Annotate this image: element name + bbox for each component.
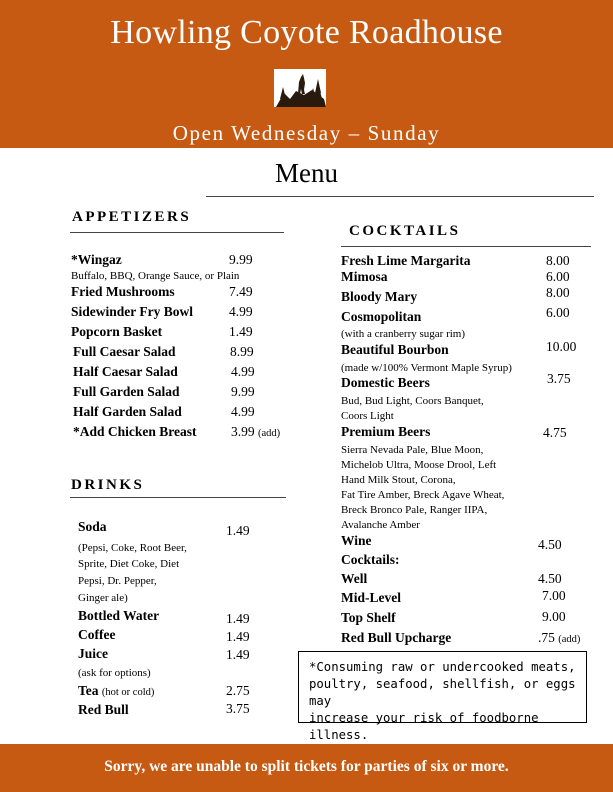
cocktail-item-name: Top Shelf — [341, 610, 396, 625]
appetizer-item-price: 4.99 — [231, 404, 255, 419]
price-value: .75 — [538, 630, 555, 645]
price-add-note: (add) — [258, 428, 281, 439]
cocktail-item-price — [538, 630, 580, 646]
appetizers-divider — [70, 232, 284, 233]
cocktail-item-name: Mimosa — [341, 269, 388, 284]
drinks-heading: DRINKS — [71, 477, 145, 493]
drink-item-note: Sprite, Diet Coke, Diet — [78, 558, 180, 570]
cocktail-item-name: Bloody Mary — [341, 289, 418, 304]
drink-item-name — [78, 683, 154, 699]
drink-item-note: (Pepsi, Coke, Root Beer, — [78, 542, 187, 554]
cocktail-item-note: (with a cranberry sugar rim) — [341, 328, 466, 340]
appetizer-item-price: 9.99 — [231, 384, 255, 399]
price-add-note: (add) — [558, 634, 581, 645]
split-ticket-notice: Sorry, we are unable to split tickets for parties of six or more. — [104, 758, 509, 775]
cocktail-item-price: 3.75 — [547, 371, 571, 386]
footer-banner — [0, 744, 613, 792]
cocktail-item-note: Hand Milk Stout, Corona, — [341, 474, 456, 486]
cocktail-subheading: Cocktails: — [341, 552, 400, 567]
cocktail-item-note: Fat Tire Amber, Breck Agave Wheat, — [341, 489, 505, 501]
cocktail-item-price: 4.50 — [538, 537, 562, 552]
appetizer-item-name: *Add Chicken Breast — [73, 424, 197, 439]
drink-item-note: Pepsi, Dr. Pepper, — [78, 575, 157, 587]
appetizer-item-name: Popcorn Basket — [71, 324, 163, 339]
appetizer-item-name: Full Caesar Salad — [73, 344, 176, 359]
appetizer-item-name: Sidewinder Fry Bowl — [71, 304, 194, 319]
cocktail-item-price: 6.00 — [546, 269, 570, 284]
cocktail-item-price: 7.00 — [542, 588, 566, 603]
drink-item-name: Red Bull — [78, 702, 129, 717]
drink-item-note: Ginger ale) — [78, 592, 128, 604]
cocktail-item-name: Cosmopolitan — [341, 309, 422, 324]
cocktail-item-price: 8.00 — [546, 253, 570, 268]
appetizer-item-price: 7.49 — [229, 284, 253, 299]
drink-item-price: 1.49 — [226, 647, 250, 662]
appetizer-item-price: 4.99 — [229, 304, 253, 319]
cocktail-item-note: Coors Light — [341, 410, 394, 422]
appetizer-item-price: 4.99 — [231, 364, 255, 379]
appetizer-item-name: Half Garden Salad — [73, 404, 182, 419]
header-banner — [0, 0, 613, 148]
cocktail-item-name: Beautiful Bourbon — [341, 342, 449, 357]
appetizer-item-name: Half Caesar Salad — [73, 364, 178, 379]
drink-item-name: Coffee — [78, 627, 116, 642]
cocktail-item-name: Domestic Beers — [341, 375, 430, 390]
cocktails-heading: COCKTAILS — [349, 223, 461, 239]
drink-item-price: 2.75 — [226, 683, 250, 698]
drink-name-text: Tea — [78, 683, 99, 698]
drink-item-price: 1.49 — [226, 629, 250, 644]
menu-title-divider — [206, 196, 594, 197]
restaurant-title: Howling Coyote Roadhouse — [110, 14, 503, 51]
cocktail-item-name: Mid-Level — [341, 590, 401, 605]
appetizer-item-name: *Wingaz — [71, 252, 122, 267]
cocktail-item-name: Premium Beers — [341, 424, 431, 439]
appetizer-item-price — [231, 424, 280, 440]
cocktail-item-note: Michelob Ultra, Moose Drool, Left — [341, 459, 497, 471]
appetizer-item-price: 8.99 — [230, 344, 254, 359]
cocktail-item-note: Breck Bronco Pale, Ranger IIPA, — [341, 504, 488, 516]
price-value: 3.99 — [231, 424, 255, 439]
appetizers-heading: APPETIZERS — [72, 209, 192, 225]
cocktail-item-note: Sierra Nevada Pale, Blue Moon, — [341, 444, 484, 456]
cocktail-item-price: 4.50 — [538, 571, 562, 586]
cocktail-item-price: 9.00 — [542, 609, 566, 624]
drink-item-price: 1.49 — [226, 611, 250, 626]
drink-item-name: Juice — [78, 646, 108, 661]
cocktail-item-name: Well — [341, 571, 368, 586]
cocktail-item-note: Bud, Bud Light, Coors Banquet, — [341, 395, 484, 407]
drinks-divider — [70, 497, 286, 498]
drink-item-name: Soda — [78, 519, 107, 534]
cocktails-divider — [341, 246, 591, 247]
drink-item-price: 3.75 — [226, 701, 250, 716]
appetizer-item-name: Fried Mushrooms — [71, 284, 175, 299]
cocktail-item-name: Fresh Lime Margarita — [341, 253, 471, 268]
cocktail-item-price: 8.00 — [546, 285, 570, 300]
appetizer-item-price: 1.49 — [229, 324, 253, 339]
menu-title: Menu — [275, 158, 338, 188]
drink-name-note: (hot or cold) — [101, 687, 155, 698]
howling-coyote-logo-icon — [274, 69, 326, 107]
appetizer-item-name: Full Garden Salad — [73, 384, 180, 399]
cocktail-item-price: 10.00 — [546, 339, 577, 354]
drink-item-price: 1.49 — [226, 523, 250, 538]
cocktail-item-name: Wine — [341, 533, 372, 548]
cocktail-item-price: 6.00 — [546, 305, 570, 320]
drink-item-note: (ask for options) — [78, 667, 151, 679]
cocktail-item-name: Red Bull Upcharge — [341, 630, 452, 645]
hours-text: Open Wednesday – Sunday — [172, 121, 441, 145]
cocktail-item-note: Avalanche Amber — [341, 519, 420, 531]
appetizer-item-price: 9.99 — [229, 252, 253, 267]
drink-item-name: Bottled Water — [78, 608, 160, 623]
cocktail-item-price: 4.75 — [543, 425, 567, 440]
cocktail-item-note: (made w/100% Vermont Maple Syrup) — [341, 362, 512, 374]
food-safety-disclaimer: *Consuming raw or undercooked meats, poultry, seafood, shellfish, or eggs may increase your risk of foodborne illness. — [298, 651, 587, 723]
appetizer-item-note: Buffalo, BBQ, Orange Sauce, or Plain — [71, 270, 240, 282]
